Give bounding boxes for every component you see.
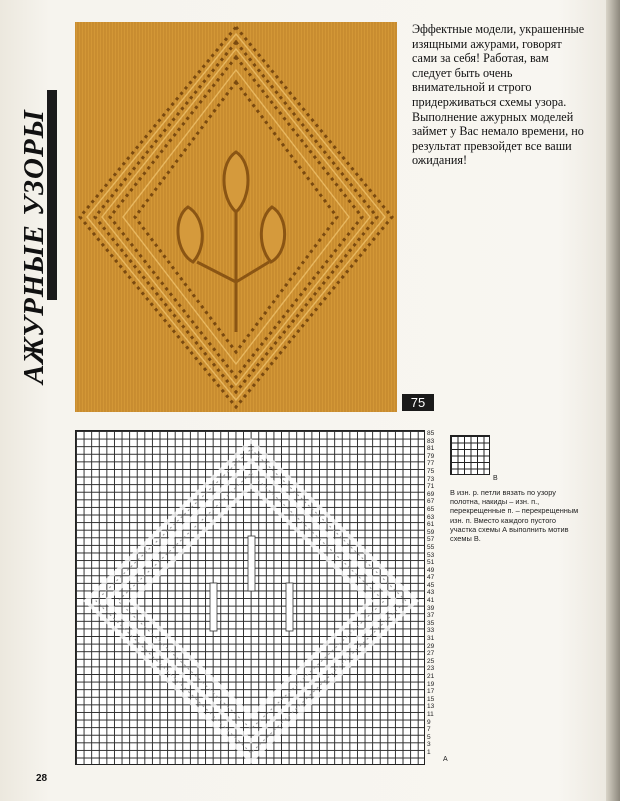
chart-row-number: 19 [427, 680, 435, 688]
chart-row-number: 35 [427, 619, 435, 627]
chart-row-number: 27 [427, 650, 435, 658]
chart-row-number: 75 [427, 467, 435, 475]
chart-row-number: 51 [427, 559, 435, 567]
chart-row-number: 13 [427, 703, 435, 711]
chart-row-number: 57 [427, 536, 435, 544]
chart-row-number: 45 [427, 581, 435, 589]
chart-row-number: 5 [427, 733, 431, 741]
chart-row-number: 37 [427, 612, 435, 620]
intro-text: Эффектные модели, украшенные изящными ажурами, говорят сами за себя! Работая, вам следует быть очень внимательной и строго придерживаться схемы узора. Выполнение ажурных моделей займет у Вас немало времени, но результат превзойдет все ваши ожидания! [412, 22, 585, 168]
chart-row-number: 53 [427, 551, 435, 559]
chart-b-label: В [493, 475, 498, 482]
chart-row-number: 9 [427, 718, 431, 726]
lace-diamond-leaf-icon [75, 22, 397, 412]
chart-row-number: 17 [427, 688, 435, 696]
chart-row-number: 21 [427, 673, 435, 680]
chart-row-number: 83 [427, 437, 435, 445]
chart-row-number: 43 [427, 589, 435, 597]
pattern-number-badge: 75 [402, 394, 434, 411]
page-number: 28 [36, 773, 48, 784]
chart-row-number: 23 [427, 665, 435, 673]
chart-row-number: 79 [427, 452, 435, 460]
chart-row-number: 85 [427, 430, 435, 437]
chart-row-number: 31 [427, 635, 435, 643]
chart-row-number: 39 [427, 604, 435, 612]
chart-row-number: 47 [427, 574, 435, 582]
chart-row-number: 73 [427, 475, 435, 483]
knitting-chart-b [450, 435, 490, 475]
chart-diamond-motif-icon [76, 431, 425, 765]
knitted-swatch-photo [75, 22, 397, 412]
chart-row-numbers [427, 430, 445, 757]
chart-row-number: 11 [427, 710, 434, 718]
chart-row-number: 25 [427, 657, 435, 665]
chart-row-number: 49 [427, 566, 435, 574]
chart-row-number: 55 [427, 543, 435, 551]
chart-row-number: 69 [427, 490, 435, 498]
chart-row-number: 67 [427, 498, 435, 506]
chart-a-label: А [443, 756, 448, 763]
chart-row-number: 63 [427, 513, 435, 521]
chart-row-number: 65 [427, 505, 435, 513]
chart-row-number: 61 [427, 521, 435, 529]
chart-row-number: 3 [427, 741, 431, 749]
chart-row-number: 71 [427, 483, 435, 491]
knitting-chart-a [75, 430, 425, 765]
chart-row-number: 41 [427, 597, 435, 605]
chart-row-number: 29 [427, 642, 435, 650]
chart-row-number: 15 [427, 695, 435, 703]
page-spine-shadow [606, 0, 620, 801]
chart-instructions: В изн. р. петли вязать по узору полотна, накиды – изн. п., перекрещенные п. – перекрещенным изн. п. Вместо каждого пустого участка схемы А выполнить мотив схемы В. [450, 488, 579, 544]
chart-row-number: 1 [427, 748, 431, 756]
chart-row-number: 81 [427, 445, 435, 453]
chart-row-number: 33 [427, 627, 435, 635]
chart-row-number: 7 [427, 726, 431, 734]
chart-row-number: 77 [427, 460, 435, 468]
section-title: АЖУРНЫЕ УЗОРЫ [18, 109, 50, 384]
chart-row-number: 59 [427, 528, 435, 536]
